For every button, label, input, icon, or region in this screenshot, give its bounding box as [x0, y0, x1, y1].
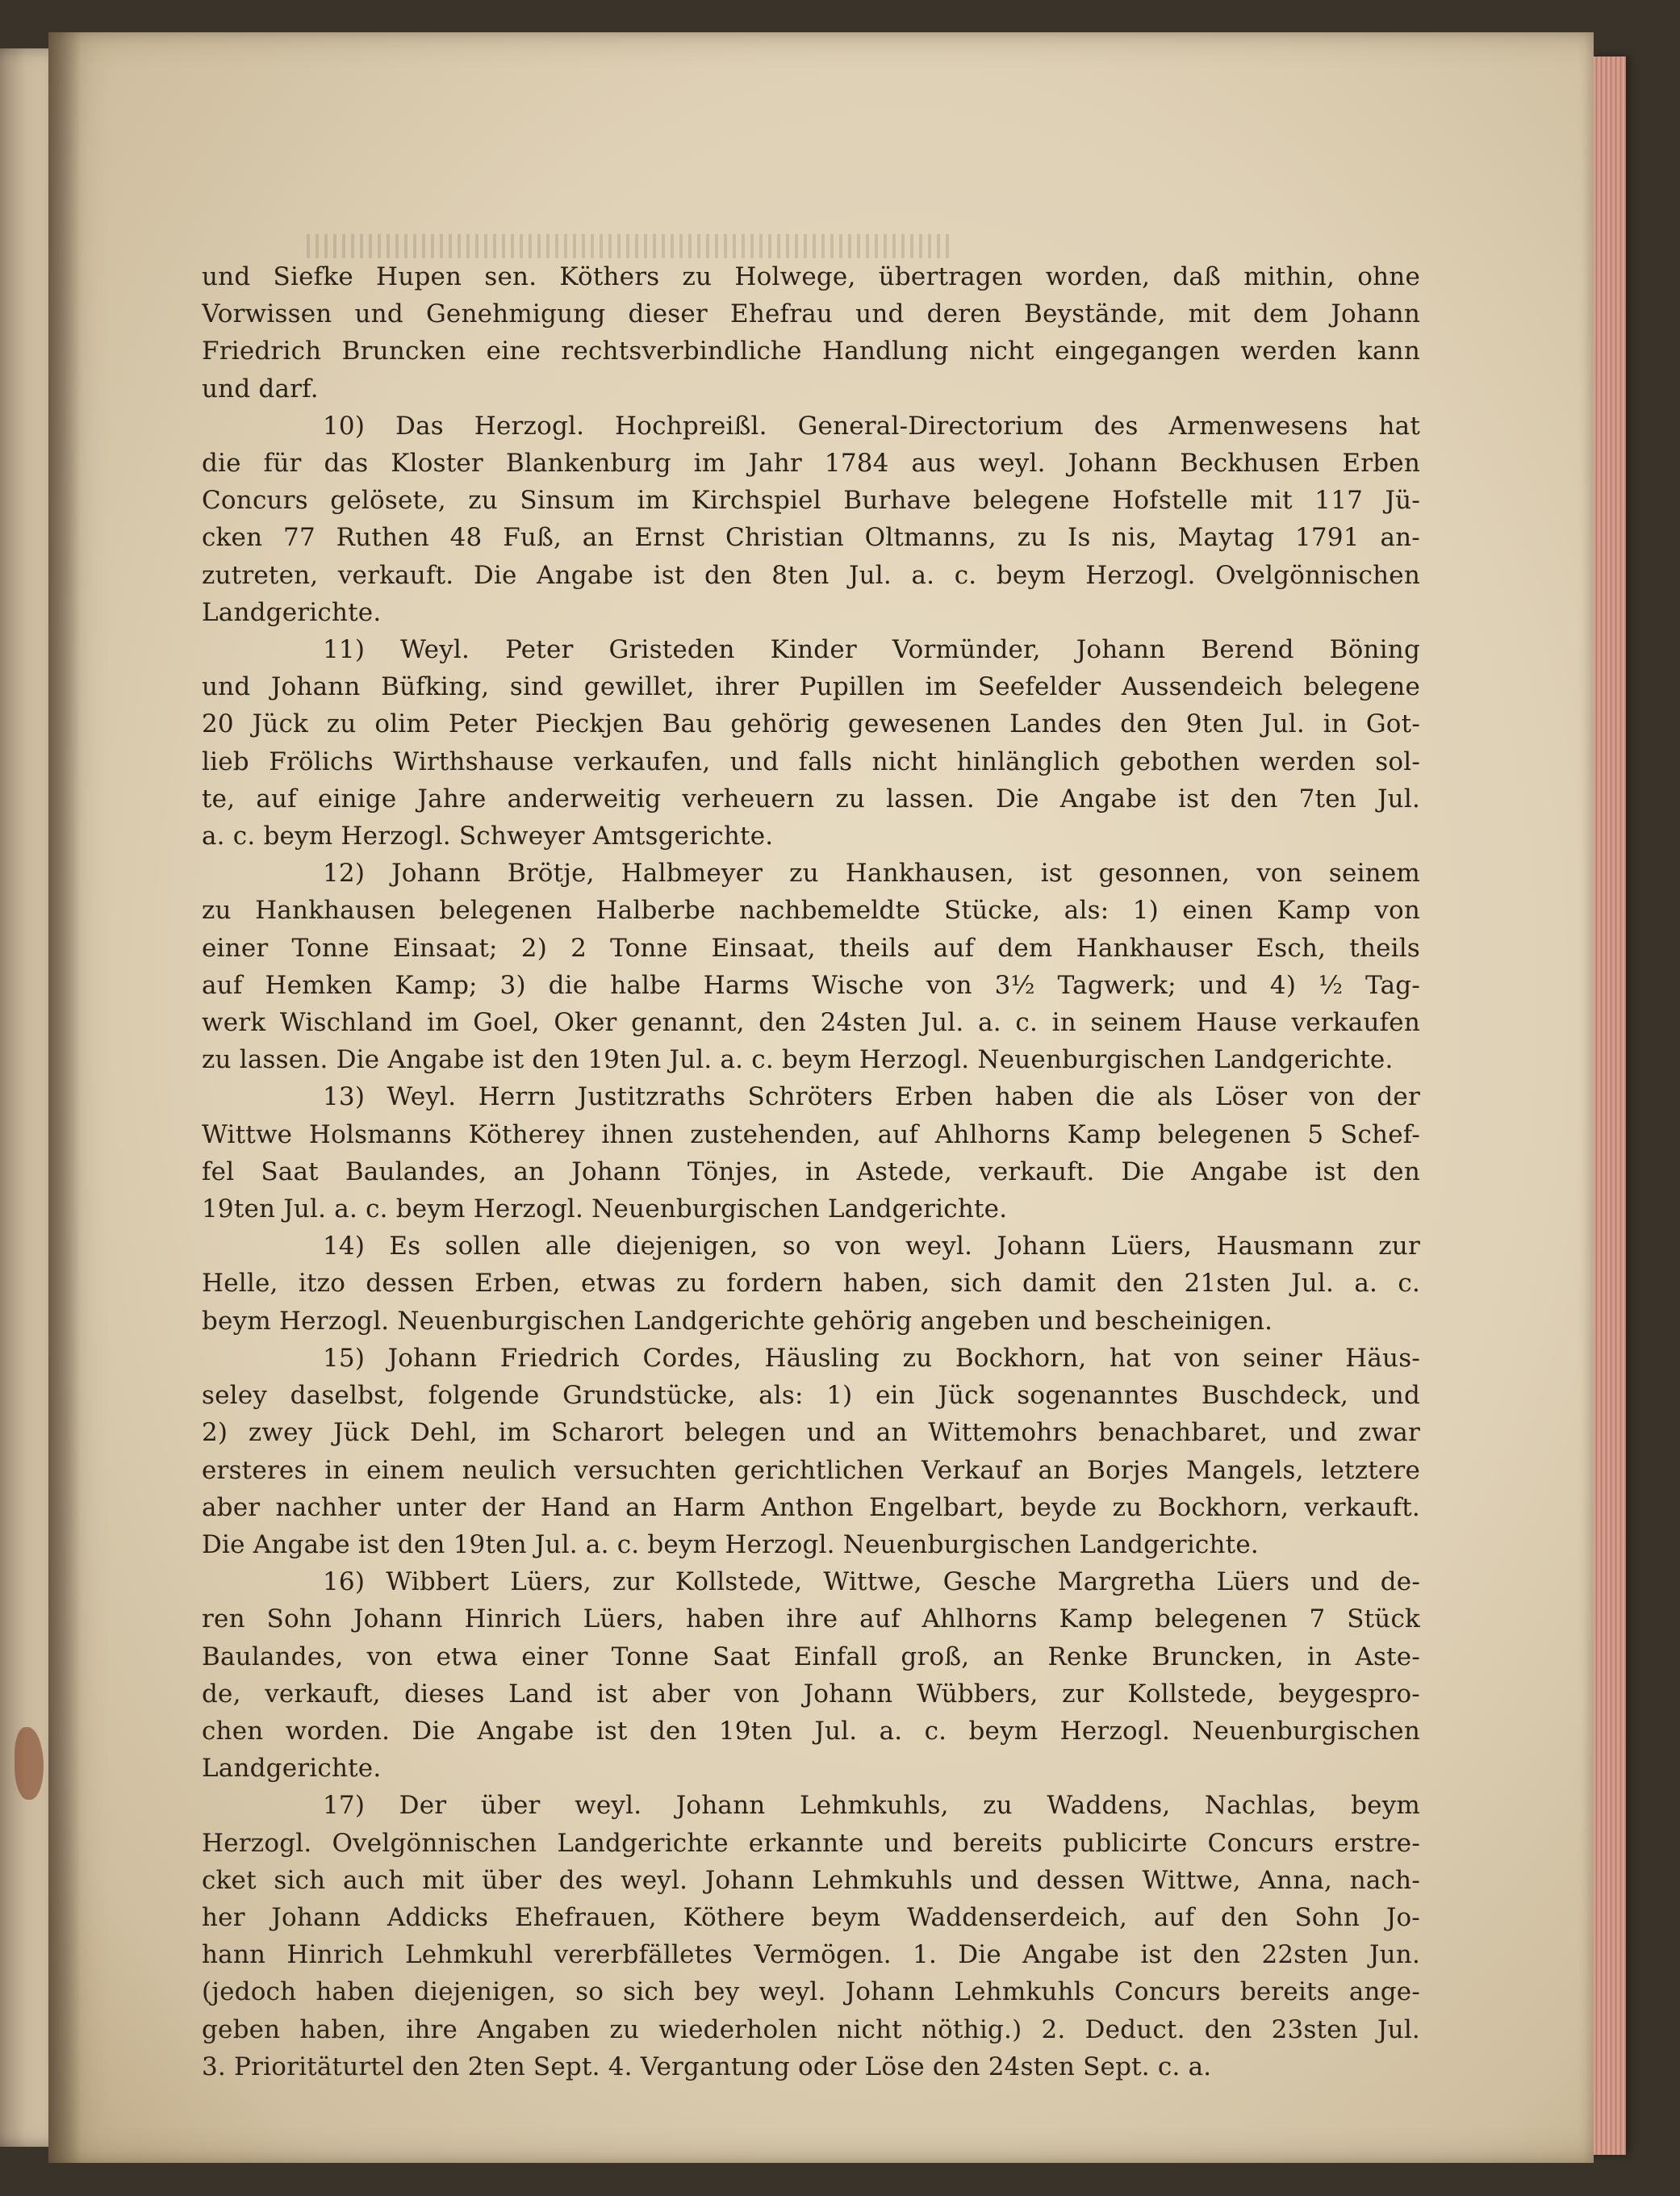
text-line: 14) Es sollen alle diejenigen, so von weyl. Johann Lüers, Hausmann zur: [323, 1232, 1420, 1261]
text-line: 3. Prioritäturtel den 2ten Sept. 4. Vergantung oder Löse den 24sten Sept. c. a.: [202, 2052, 1212, 2081]
text-line: fel Saat Baulandes, an Johann Tönjes, in Astede, verkauft. Die Angabe ist den: [202, 1157, 1420, 1186]
text-line: die für das Kloster Blankenburg im Jahr 1784 aus weyl. Johann Beckhusen Erben: [202, 449, 1420, 479]
text-line: Landgerichte.: [202, 1754, 382, 1784]
text-line: 19ten Jul. a. c. beym Herzogl. Neuenburgischen Landgerichte.: [202, 1194, 1008, 1224]
text-line: 15) Johann Friedrich Cordes, Häusling zu Bockhorn, hat von seiner Häus-: [323, 1343, 1420, 1373]
text-line: ersteres in einem neulich versuchten gerichtlichen Verkauf an Borjes Mangels, letztere: [202, 1455, 1420, 1485]
text-line: 11) Weyl. Peter Gristeden Kinder Vormünder, Johann Berend Böning: [323, 635, 1420, 665]
text-line: und darf.: [202, 374, 319, 404]
text-line: Baulandes, von etwa einer Tonne Saat Einfall groß, an Renke Bruncken, in Aste-: [202, 1642, 1420, 1671]
text-line: 2) zwey Jück Dehl, im Scharort belegen und an Wittemohrs benachbaret, und zwar: [202, 1418, 1420, 1448]
text-line: Helle, itzo dessen Erben, etwas zu fordern haben, sich damit den 21sten Jul. a. c.: [202, 1269, 1420, 1299]
text-line: werk Wischland im Goel, Oker genannt, den 24sten Jul. a. c. in seinem Hause verkaufen: [202, 1008, 1420, 1038]
text-line: 16) Wibbert Lüers, zur Kollstede, Wittwe, Gesche Margretha Lüers und de-: [323, 1567, 1420, 1597]
text-line: und Johann Büfking, sind gewillet, ihrer Pupillen im Seefelder Aussendeich belegene: [202, 672, 1420, 702]
text-line: 10) Das Herzogl. Hochpreißl. General-Directorium des Armenwesens hat: [323, 411, 1420, 441]
page-text-block: [202, 258, 1420, 2085]
text-line: zu lassen. Die Angabe ist den 19ten Jul. a. c. beym Herzogl. Neuenburgischen Landgerichte.: [202, 1045, 1394, 1075]
text-line: ren Sohn Johann Hinrich Lüers, haben ihre auf Ahlhorns Kamp belegenen 7 Stück: [202, 1604, 1420, 1634]
text-line: 13) Weyl. Herrn Justitzraths Schröters Erben haben die als Löser von der: [323, 1082, 1420, 1112]
text-line: chen worden. Die Angabe ist den 19ten Jul. a. c. beym Herzogl. Neuenburgischen: [202, 1716, 1420, 1746]
text-line: 12) Johann Brötje, Halbmeyer zu Hankhausen, ist gesonnen, von seinem: [323, 859, 1420, 889]
text-line: cket sich auch mit über des weyl. Johann Lehmkuhls und dessen Wittwe, Anna, nach-: [202, 1865, 1420, 1895]
text-line: de, verkauft, dieses Land ist aber von Johann Wübbers, zur Kollstede, beygespro-: [202, 1679, 1420, 1709]
header-smudge: [307, 234, 952, 258]
text-line: cken 77 Ruthen 48 Fuß, an Ernst Christian Oltmanns, zu Is nis, Maytag 1791 an-: [202, 523, 1420, 553]
text-line: her Johann Addicks Ehefrauen, Köthere beym Waddenserdeich, auf den Sohn Jo-: [202, 1902, 1420, 1932]
text-line: Die Angabe ist den 19ten Jul. a. c. beym Herzogl. Neuenburgischen Landgerichte.: [202, 1529, 1259, 1559]
text-line: te, auf einige Jahre anderweitig verheuern zu lassen. Die Angabe ist den 7ten Jul.: [202, 784, 1420, 814]
text-line: (jedoch haben diejenigen, so sich bey weyl. Johann Lehmkuhls Concurs bereits ange-: [202, 1977, 1420, 2007]
text-line: auf Hemken Kamp; 3) die halbe Harms Wische von 3½ Tagwerk; und 4) ½ Tag-: [202, 970, 1420, 1000]
text-line: und Siefke Hupen sen. Köthers zu Holwege, übertragen worden, daß mithin, ohne: [202, 262, 1420, 291]
text-line: hann Hinrich Lehmkuhl vererbfälletes Vermögen. 1. Die Angabe ist den 22sten Jun.: [202, 1940, 1420, 1970]
text-line: Concurs gelösete, zu Sinsum im Kirchspiel Burhave belegene Hofstelle mit 117 Jü-: [202, 486, 1420, 516]
page-stain: [15, 1727, 44, 1800]
text-line: beym Herzogl. Neuenburgischen Landgerichte gehörig angeben und bescheinigen.: [202, 1306, 1273, 1336]
text-line: zu Hankhausen belegenen Halberbe nachbemeldte Stücke, als: 1) einen Kamp von: [202, 896, 1420, 926]
text-line: aber nachher unter der Hand an Harm Anthon Engelbart, beyde zu Bockhorn, verkauft.: [202, 1492, 1420, 1522]
text-line: Friedrich Bruncken eine rechtsverbindliche Handlung nicht eingegangen werden kann: [202, 337, 1420, 366]
text-line: Herzogl. Ovelgönnischen Landgerichte erkannte und bereits publicirte Concurs erstre-: [202, 1828, 1420, 1858]
text-line: geben haben, ihre Angaben zu wiederholen nicht nöthig.) 2. Deduct. den 23sten Jul.: [202, 2014, 1420, 2044]
text-line: 20 Jück zu olim Peter Pieckjen Bau gehörig gewesenen Landes den 9ten Jul. in Got-: [202, 709, 1420, 739]
text-line: lieb Frölichs Wirthshause verkaufen, und falls nicht hinlänglich gebothen werden sol-: [202, 747, 1420, 776]
text-line: Landgerichte.: [202, 597, 382, 627]
text-line: zutreten, verkauft. Die Angabe ist den 8ten Jul. a. c. beym Herzogl. Ovelgönnischen: [202, 560, 1420, 590]
text-line: 17) Der über weyl. Johann Lehmkuhls, zu Waddens, Nachlas, beym: [323, 1791, 1420, 1821]
text-line: Vorwissen und Genehmigung dieser Ehefrau und deren Beystände, mit dem Johann: [202, 299, 1420, 329]
text-line: einer Tonne Einsaat; 2) 2 Tonne Einsaat, theils auf dem Hankhauser Esch, theils: [202, 933, 1420, 963]
text-line: Wittwe Holsmanns Kötherey ihnen zustehenden, auf Ahlhorns Kamp belegenen 5 Schef-: [202, 1119, 1420, 1149]
text-line: a. c. beym Herzogl. Schweyer Amtsgerichte.: [202, 822, 774, 851]
book-page: [48, 32, 1594, 2163]
text-line: seley daselbst, folgende Grundstücke, als: 1) ein Jück sogenanntes Buschdeck, und: [202, 1381, 1420, 1411]
page-gutter-shadow: [48, 32, 81, 2163]
